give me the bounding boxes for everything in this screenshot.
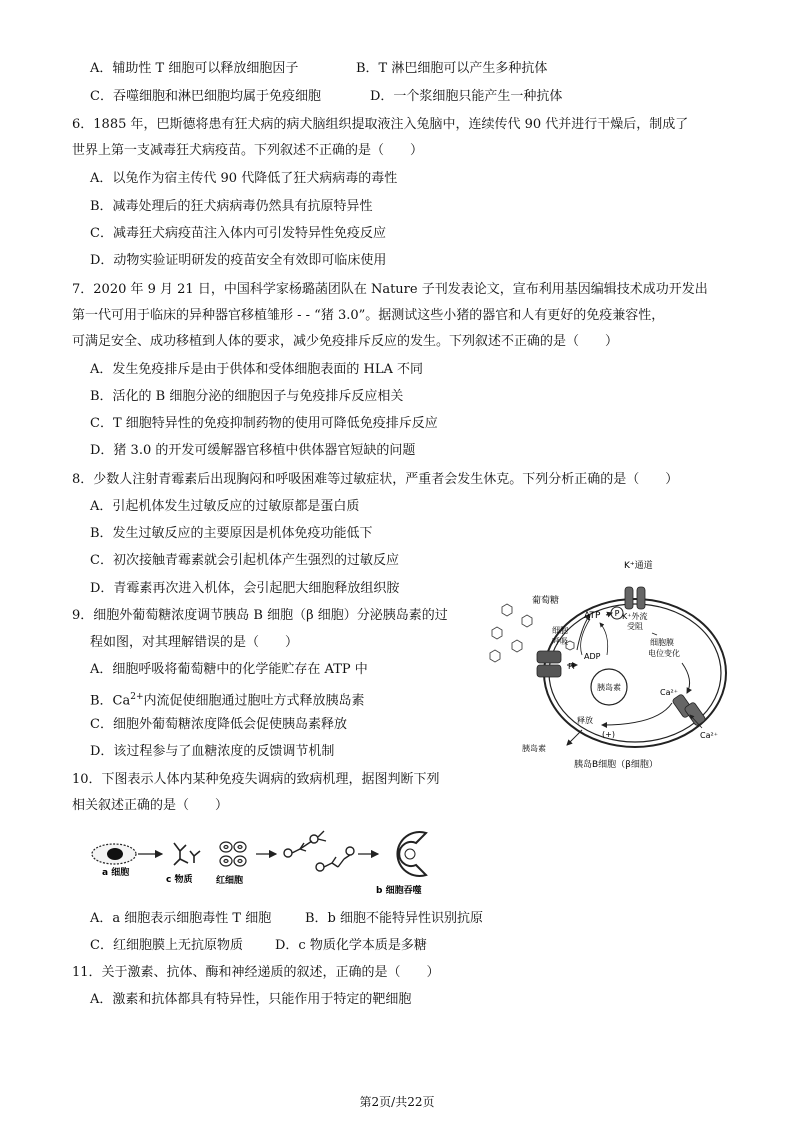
q5-option-row-1	[90, 60, 547, 78]
q7-stem-line-2: 第一代可用于临床的异种器官移植雏形 - - “猪 3.0”。据测试这些小猪的器官和人有更好的免疫兼容性，	[72, 308, 665, 323]
q9-option-b-superscript: 2+	[130, 692, 144, 702]
glucose-label: 葡萄糖	[532, 596, 560, 606]
insulin-secreted-label: 胰岛素	[522, 744, 546, 753]
atp-label: ATP	[584, 611, 601, 621]
k-channel-icon	[625, 587, 645, 609]
q6-stem-line-1: 6．1885 年，巴斯德将患有狂犬病的病犬脑组织提取液注入兔脑中，连续传代 90 代并进行干燥后，制成了	[72, 117, 689, 132]
b-cell-phagocytosis-icon	[397, 832, 426, 876]
red-blood-cells-icon	[220, 842, 246, 866]
release-label: 释放	[577, 716, 593, 725]
q7-stem-line-3: 可满足安全、成功移植到人体的要求，减少免疫排斥反应的发生。下列叙述不正确的是（ ）	[72, 334, 619, 349]
ca-channel-icon	[672, 694, 706, 727]
q10-option-a: A．a 细胞表示细胞毒性 T 细胞	[90, 911, 272, 926]
q10-stem-line-2: 相关叙述正确的是（ ）	[72, 798, 229, 813]
q8-option-a: A．引起机体发生过敏反应的过敏原都是蛋白质	[90, 499, 360, 514]
k-channel-label: K⁺通道	[624, 561, 653, 571]
q6-option-a: A．以兔作为宿主传代 90 代降低了狂犬病病毒的毒性	[90, 171, 398, 186]
q6-option-d: D．动物实验证明研发的疫苗安全有效即可临床使用	[90, 253, 387, 268]
q6-option-c: C．减毒狂犬病疫苗注入体内可引发特异性免疫反应	[90, 226, 386, 241]
insulin-vesicle-label: 胰岛素	[597, 683, 621, 692]
q7-option-d: D．猪 3.0 的开发可缓解器官移植中供体器官短缺的问题	[90, 443, 416, 458]
a-cell-icon	[92, 844, 136, 864]
q11-stem-line-1: 11．关于激素、抗体、酶和神经递质的叙述，正确的是（ ）	[72, 965, 440, 980]
q9-option-b-prefix: B．Ca	[90, 693, 131, 709]
q8-option-b: B．发生过敏反应的主要原因是机体免疫功能低下	[90, 526, 373, 541]
respiration-label-1: 细胞	[552, 626, 568, 635]
q6-option-b: B．减毒处理后的狂犬病病毒仍然具有抗原特异性	[90, 199, 373, 214]
k-efflux-label-1: K⁺外流	[622, 612, 648, 621]
q5-option-b: B．T 淋巴细胞可以产生多种抗体	[356, 61, 548, 76]
q5-option-a: A．辅助性 T 细胞可以释放细胞因子	[90, 61, 299, 76]
pi-label: Pi	[568, 662, 575, 671]
q7-option-c: C．T 细胞特异性的免疫抑制药物的使用可降低免疫排斥反应	[90, 416, 438, 431]
q7-option-a: A．发生免疫排斥是由于供体和受体细胞表面的 HLA 不同	[90, 362, 424, 377]
membrane-potential-label-2: 电位变化	[648, 649, 680, 658]
q8-stem-line-1: 8．少数人注射青霉素后出现胸闷和呼吸困难等过敏症状，严重者会发生休克。下列分析正确的是（ ）	[72, 472, 679, 487]
adp-label: ADP	[584, 652, 601, 661]
q6-stem-line-2: 世界上第一支减毒狂犬病疫苗。下列叙述不正确的是（ ）	[72, 143, 424, 158]
q10-option-b: B．b 细胞不能特异性识别抗原	[305, 911, 484, 926]
beta-cell-diagram	[482, 555, 732, 770]
respiration-label-2: 呼吸	[552, 637, 568, 646]
phosphate-label: P	[614, 609, 620, 618]
ca-inside-label: Ca²⁺	[660, 688, 678, 697]
b-cell-label: b 细胞吞噬	[376, 886, 422, 896]
q10-option-d: D．c 物质化学本质是多糖	[275, 938, 427, 953]
q7-stem-line-1: 7．2020 年 9 月 21 日，中国科学家杨璐菡团队在 Nature 子刊发表论文，宣布利用基因编辑技术成功开发出	[72, 282, 708, 297]
ca-outside-label: Ca²⁺	[700, 731, 718, 740]
q9-option-a: A．细胞呼吸将葡萄糖中的化学能贮存在 ATP 中	[90, 662, 368, 677]
q5-option-d: D．一个浆细胞只能产生一种抗体	[370, 89, 563, 104]
immune-disorder-diagram	[88, 823, 448, 898]
membrane-potential-label-1: 细胞膜	[650, 638, 674, 647]
q5-option-row-2	[90, 88, 562, 106]
q11-option-a: A．激素和抗体都具有特异性，只能作用于特定的靶细胞	[90, 992, 412, 1007]
c-substance-label: c 物质	[166, 875, 193, 885]
glucose-transporter-icon	[537, 651, 561, 677]
q10-option-c: C．红细胞膜上无抗原物质	[90, 938, 243, 953]
q10-option-row-2	[90, 937, 427, 955]
k-efflux-label-2: 受阻	[627, 622, 643, 631]
q10-stem-line-1: 10．下图表示人体内某种免疫失调病的致病机理，据图判断下列	[72, 772, 440, 787]
q8-option-d: D．青霉素再次进入机体，会引起肥大细胞释放组织胺	[90, 581, 400, 596]
a-cell-label: a 细胞	[102, 868, 130, 878]
q10-option-row-1	[90, 910, 483, 928]
promotion-label: (+)	[602, 730, 615, 739]
antibody-icon	[174, 843, 200, 865]
q9-option-c: C．细胞外葡萄糖浓度降低会促使胰岛素释放	[90, 717, 347, 732]
q5-option-c: C．吞噬细胞和淋巴细胞均属于免疫细胞	[90, 89, 321, 104]
q9-option-b-rest: 内流促使细胞通过胞吐方式释放胰岛素	[143, 693, 365, 709]
beta-cell-caption: 胰岛B细胞（β细胞）	[574, 760, 658, 770]
q8-option-c: C．初次接触青霉素就会引起机体产生强烈的过敏反应	[90, 553, 399, 568]
rbc-label: 红细胞	[216, 876, 244, 886]
page-footer: 第2页/共22页	[359, 1095, 435, 1109]
q7-option-b: B．活化的 B 细胞分泌的细胞因子与免疫排斥反应相关	[90, 389, 404, 404]
q9-stem-line-1: 9．细胞外葡萄糖浓度调节胰岛 B 细胞（β 细胞）分泌胰岛素的过	[72, 608, 448, 623]
q9-option-b	[90, 688, 365, 710]
antibody-bound-rbc-icon	[284, 831, 354, 871]
q9-option-d: D．该过程参与了血糖浓度的反馈调节机制	[90, 744, 335, 759]
q9-stem-line-2: 程如图，对其理解错误的是（ ）	[90, 635, 299, 650]
